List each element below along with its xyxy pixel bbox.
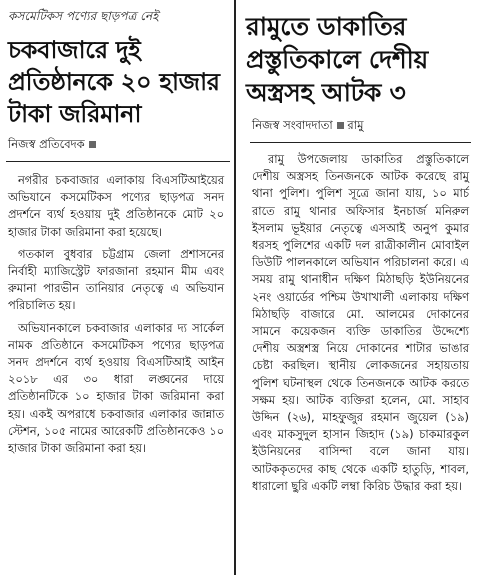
left-kicker: কসমেটিকস পণ্যের ছাড়পত্র নেই <box>8 9 159 23</box>
right-byline-text: নিজস্ব সংবাদদাতা <box>252 118 333 132</box>
left-paragraph: গতকাল বুধবার চট্টগ্রাম জেলা প্রশাসনের নির্বাহী ম্যাজিস্ট্রেট ফারজানা রহমান মীম এবং রুমানা পারভীন তানিয়ার নেতৃত্বে এ অভিযান পরিচালিত হয়। <box>8 246 224 313</box>
left-byline <box>0 130 230 155</box>
right-paragraph: রামু উপজেলায় ডাকাতির প্রস্তুতিকালে দেশীয় অস্ত্রসহ তিনজনকে আটক করেছে রামু থানা পুলিশ। পুলিশ সূত্রে জানা যায়, ১০ মার্চ রাতে রামু থানার অফিসার ইনচার্জ মনিরুল ইসলাম ভূইয়ার নেতৃত্বে এসআই অনুপ কুমার ধরসহ পুলিশের একটি দল রাত্রীকালীন মোবাইল ডিউটি পালনকালে অভিযান পরিচালনা করে। এ সময় রামু থানাধীন দক্ষিণ মিঠাছড়ি ইউনিয়নের ২নং ওয়ার্ডের পশ্চিম উখাখালী এলাকায় দক্ষিণ মিঠাছড়ি বাজারে মো. আলমের দোকানের সামনে কয়েকজন ব্যক্তি ডাকাতির উদ্দেশ্যে দেশীয় অস্ত্রশস্ত্র নিয়ে দোকানের শাটার ভাঙার চেষ্টা করছিল। স্থানীয় লোকজনের সহায়তায় পুলিশ ঘটনাস্থল থেকে তিনজনকে আটক করতে সক্ষম হয়। আটক ব্যক্তিরা হলেন, মো. সাহাব উদ্দিন (২৬), মাহফুজুর রহমান জুয়েল (১৯) এবং মাকসুদুল হাসান জিহাদ (১৯) চাকমারকুল ইউনিয়নের বাসিন্দা বলে জানা যায়। আটককৃতদের কাছ থেকে একটি হাতুড়ি, শাবল, ধারালো ছুরি একটি লম্বা কিরিচ উদ্ধার করা হয়। <box>252 152 469 493</box>
left-body <box>0 162 230 457</box>
right-location: রামু <box>347 118 364 132</box>
left-headline: চকবাজারে দুই প্রতিষ্ঠানকে ২০ হাজার টাকা জরিমানা <box>8 36 220 128</box>
square-bullet-icon <box>337 122 344 129</box>
left-paragraph: অভিযানকালে চকবাজার এলাকার দ্য সার্কেল নামক প্রতিষ্ঠানে কসমেটিকস পণ্যের ছাড়পত্র সনদ প্রদর্শনে ব্যর্থ হওয়ায় বিএসটিআই আইন ২০১৮ এর ৩০ ধারা লঙ্ঘনের দায়ে প্রতিষ্ঠানটিকে ১০ হাজার টাকা জরিমানা করা হয়। একই অপরাধে চকবাজার এলাকার জান্নাত স্টেশন, ১০৫ নামের আরেকটি প্রতিষ্ঠানকেও ১০ হাজার টাকা জরিমানা করা হয়। <box>8 320 224 456</box>
square-bullet-icon <box>89 141 96 148</box>
left-paragraph: নগরীর চকবাজার এলাকায় বিএসটিআইয়ের অভিযানে কসমেটিকস পণ্যের ছাড়পত্র সনদ প্রদর্শনে ব্যর্থ হওয়ায় দুই প্রতিষ্ঠানকে মোট ২০ হাজার টাকা জরিমানা করা হয়েছে। <box>8 173 224 239</box>
column-divider <box>234 0 236 575</box>
left-byline-text: নিজস্ব প্রতিবেদক <box>8 137 85 151</box>
right-body <box>242 143 477 495</box>
left-article <box>0 0 230 575</box>
right-article <box>242 0 477 575</box>
right-byline <box>242 109 477 136</box>
right-headline: রামুতে ডাকাতির প্রস্তুতিকালে দেশীয় অস্ত্রসহ আটক ৩ <box>246 12 428 107</box>
